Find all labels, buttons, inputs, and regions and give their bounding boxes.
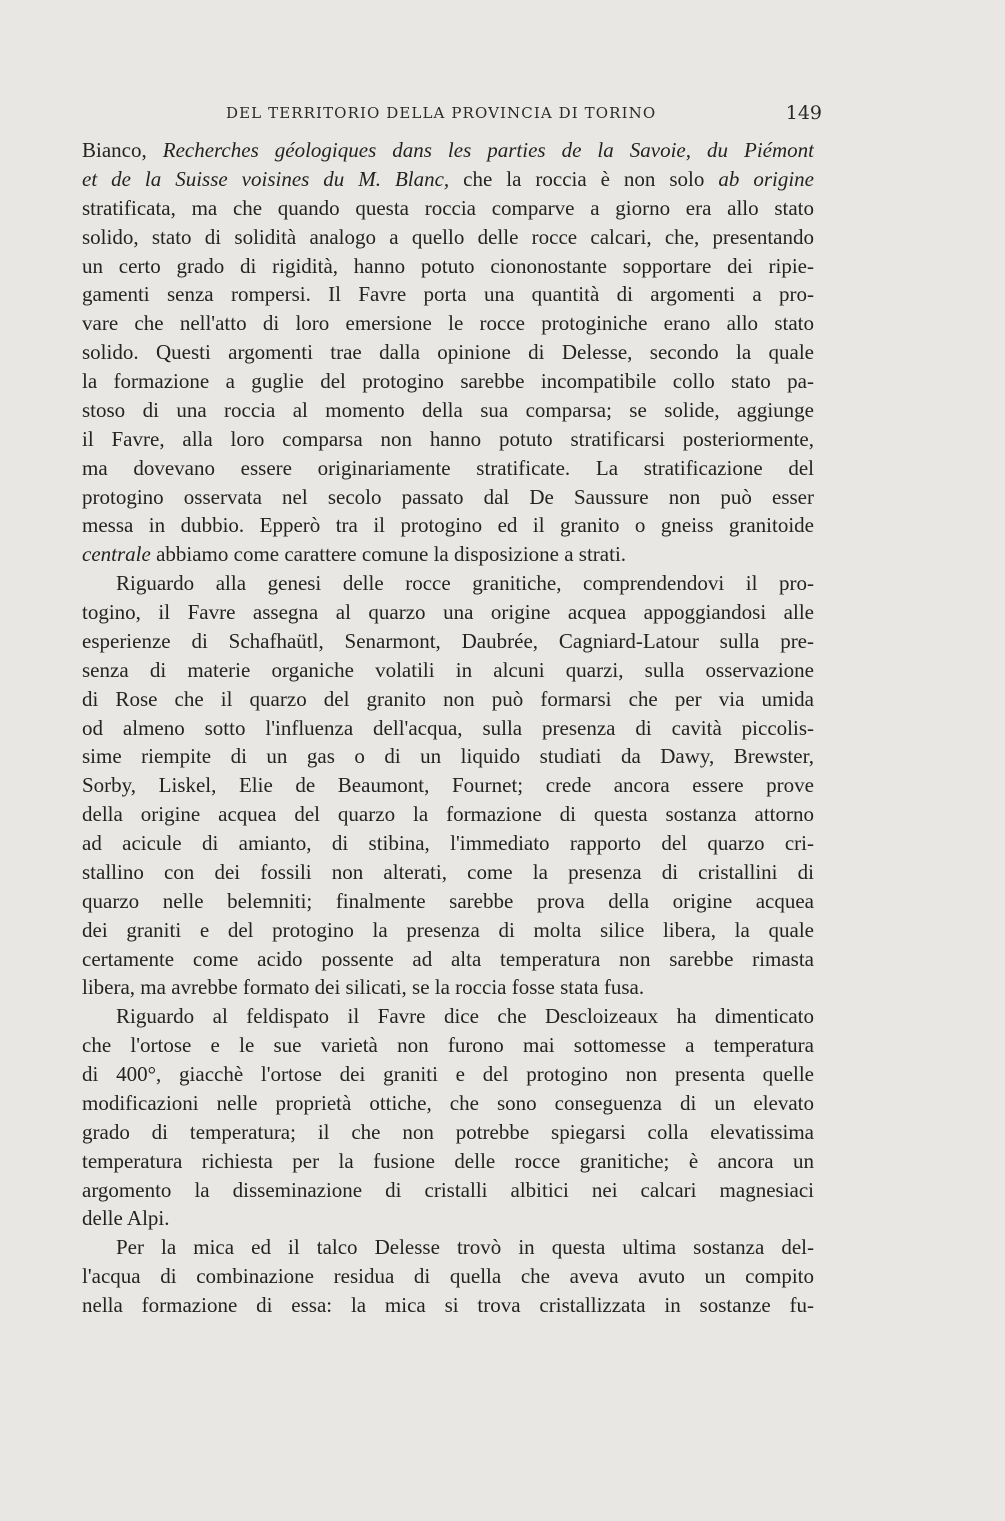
text-segment: Riguardo al feldispato il Favre dice che Descloizeaux ha dimenticato — [116, 1004, 814, 1029]
text-segment: senza di materie organiche volatili in alcuni quarzi, sulla osservazione — [82, 657, 814, 682]
text-segment: stallino con dei fossili non alterati, come la presenza di cristallini di — [82, 859, 814, 884]
text-segment: di 400°, giacchè l'ortose dei graniti e del protogino non presenta quelle — [82, 1062, 814, 1086]
text-line — [82, 1204, 814, 1233]
text-segment: od almeno sotto l'influenza dell'acqua, sulla presenza di cavità piccolis- — [82, 715, 814, 740]
text-segment: l'acqua di combinazione residua di quella che aveva avuto un compito — [82, 1264, 814, 1289]
text-segment: togino, il Favre assegna al quarzo una origine acquea appoggiandosi alle — [82, 600, 814, 624]
italic-text: ab origine — [718, 166, 814, 191]
text-line — [82, 309, 814, 338]
italic-text: centrale — [82, 542, 151, 567]
text-segment: abbiamo come carattere comune la disposizione a strati. — [150, 542, 627, 567]
text-line — [82, 800, 814, 829]
text-line — [82, 1262, 814, 1291]
text-line — [82, 916, 814, 945]
text-line — [82, 338, 814, 367]
text-line — [82, 396, 814, 425]
text-line — [82, 945, 814, 974]
text-segment: gamenti senza rompersi. Il Favre porta una quantità di argomenti a pro- — [82, 282, 814, 307]
text-line — [82, 483, 814, 512]
page-header — [82, 104, 822, 130]
text-line — [82, 367, 814, 396]
text-line — [82, 1089, 814, 1118]
text-segment: Bianco, — [82, 138, 163, 162]
text-segment: Sorby, Liskel, Elie de Beaumont, Fournet; crede ancora essere prove — [82, 773, 814, 798]
text-line — [82, 656, 814, 685]
text-line — [82, 771, 814, 800]
text-line — [82, 714, 814, 743]
text-line — [82, 1291, 814, 1320]
text-segment: grado di temperatura; il che non potrebbe spiegarsi colla elevatissima — [82, 1119, 814, 1144]
text-segment: protogino osservata nel secolo passato dal De Saussure non può esser — [82, 484, 814, 509]
text-segment: Per la mica ed il talco Delesse trovò in questa ultima sostanza del- — [116, 1235, 814, 1260]
text-line — [82, 280, 814, 309]
text-line — [82, 454, 814, 483]
text-line — [82, 1233, 814, 1262]
text-segment: argomento la disseminazione di cristalli albitici nei calcari magnesiaci — [82, 1177, 814, 1202]
text-segment: che la roccia è non solo — [449, 166, 719, 191]
text-line — [82, 223, 814, 252]
text-segment: solido, stato di solidità analogo a quello delle rocce calcari, che, presentando — [82, 224, 814, 249]
text-segment: dei graniti e del protogino la presenza di molta silice libera, la quale — [82, 917, 814, 942]
text-line — [82, 1147, 814, 1176]
text-segment: modificazioni nelle proprietà ottiche, che sono conseguenza di un elevato — [82, 1090, 814, 1115]
text-segment: Riguardo alla genesi delle rocce granitiche, comprendendovi il pro- — [116, 571, 814, 596]
text-line — [82, 858, 814, 887]
text-segment: ad acicule di amianto, di stibina, l'immediato rapporto del quarzo cri- — [82, 831, 814, 855]
text-segment: sime riempite di un gas o di un liquido studiati da Dawy, Brewster, — [82, 744, 814, 769]
text-line — [82, 829, 814, 858]
text-line — [82, 685, 814, 714]
text-segment: nella formazione di essa: la mica si trova cristallizzata in sostanze fu- — [82, 1293, 814, 1317]
text-line — [82, 194, 814, 223]
text-line — [82, 511, 814, 540]
text-line — [82, 1118, 814, 1147]
running-title: DEL TERRITORIO DELLA PROVINCIA DI TORINO — [226, 104, 657, 122]
text-line — [82, 136, 814, 165]
text-line — [82, 742, 814, 771]
text-segment: temperatura richiesta per la fusione delle rocce granitiche; è ancora un — [82, 1148, 814, 1173]
italic-text: Recherches géologiques dans les parties de la Savoie, du Piémont — [162, 138, 814, 162]
text-line — [82, 1176, 814, 1205]
text-line — [82, 973, 814, 1002]
text-segment: solido. Questi argomenti trae dalla opinione di Delesse, secondo la quale — [82, 340, 814, 365]
text-segment: che l'ortose e le sue varietà non furono mai sottomesse a temperatura — [82, 1033, 814, 1058]
text-segment: un certo grado di rigidità, hanno potuto ciononostante sopportare dei ripie- — [82, 253, 814, 278]
text-line — [82, 165, 814, 194]
text-segment: ma dovevano essere originariamente stratificate. La stratificazione del — [82, 455, 814, 480]
text-line — [82, 1031, 814, 1060]
text-segment: messa in dubbio. Epperò tra il protogino ed il granito o gneiss granitoide — [82, 513, 814, 538]
text-segment: della origine acquea del quarzo la formazione di questa sostanza attorno — [82, 802, 814, 827]
text-segment: quarzo nelle belemniti; finalmente sarebbe prova della origine acquea — [82, 888, 814, 913]
text-segment: di Rose che il quarzo del granito non può formarsi che per via umida — [82, 686, 814, 711]
text-segment: il Favre, alla loro comparsa non hanno potuto stratificarsi posteriormente, — [82, 426, 814, 451]
text-line — [82, 627, 814, 656]
text-line — [82, 540, 814, 569]
text-line — [82, 252, 814, 281]
text-line — [82, 425, 814, 454]
text-line — [82, 887, 814, 916]
text-line — [82, 1002, 814, 1031]
text-segment: stoso di una roccia al momento della sua comparsa; se solide, aggiunge — [82, 397, 814, 422]
italic-text: et de la Suisse voisines du M. Blanc, — [82, 166, 450, 191]
text-line — [82, 569, 814, 598]
page-number: 149 — [785, 102, 822, 124]
text-segment: vare che nell'atto di loro emersione le rocce protoginiche erano allo stato — [82, 311, 814, 336]
text-line — [82, 598, 814, 627]
text-line — [82, 1060, 814, 1089]
text-segment: libera, ma avrebbe formato dei silicati, se la roccia fosse stata fusa. — [82, 975, 645, 1000]
text-segment: certamente come acido possente ad alta temperatura non sarebbe rimasta — [82, 946, 814, 971]
text-segment: delle Alpi. — [82, 1206, 170, 1231]
text-segment: stratificata, ma che quando questa roccia comparve a giorno era allo stato — [82, 195, 814, 220]
text-segment: la formazione a guglie del protogino sarebbe incompatibile collo stato pa- — [82, 369, 814, 393]
body-text — [82, 136, 814, 1320]
text-segment: esperienze di Schafhaütl, Senarmont, Daubrée, Cagniard-Latour sulla pre- — [82, 628, 814, 653]
